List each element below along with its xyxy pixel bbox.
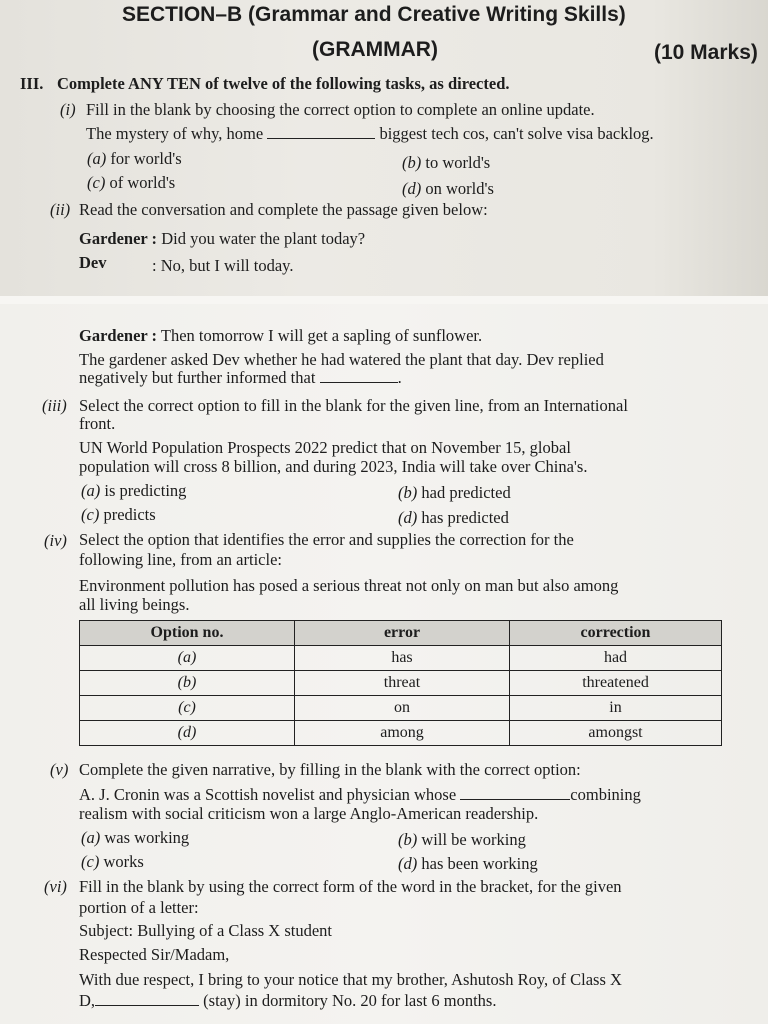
question-instruction: Complete ANY TEN of twelve of the following tasks, as directed.	[57, 74, 510, 93]
table-row	[80, 696, 722, 721]
task-i-option-b: (b) to world's	[402, 153, 491, 172]
task-v-option-a: (a) was working	[81, 828, 190, 847]
table-cell-error: threat	[295, 671, 510, 696]
section-title: SECTION–B (Grammar and Creative Writing Skills)	[122, 3, 626, 26]
task-vi-prompt-2: portion of a letter:	[79, 898, 199, 917]
table-cell-error: on	[295, 696, 510, 721]
task-i-line-end: biggest tech cos, can't solve visa backlog.	[379, 124, 654, 143]
task-iv-number: (iv)	[44, 531, 67, 550]
task-iii-prompt-1: Select the correct option to fill in the blank for the given line, from an International	[79, 396, 628, 415]
table-cell-option: (d)	[80, 721, 295, 746]
table-row	[80, 721, 722, 746]
column-header-correction: correction	[510, 621, 722, 646]
task-v-prompt: Complete the given narrative, by filling in the blank with the correct option:	[79, 760, 581, 779]
task-iii-text-1: UN World Population Prospects 2022 predict that on November 15, global	[79, 438, 571, 457]
task-v-text-1: A. J. Cronin was a Scottish novelist and physician whose combining	[79, 785, 641, 804]
letter-subject: Subject: Bullying of a Class X student	[79, 921, 332, 940]
dialogue-speaker-dev: Dev	[79, 253, 107, 272]
task-iv-text-1: Environment pollution has posed a serious threat not only on man but also among	[79, 576, 619, 595]
task-i-option-a: (a) for world's	[87, 149, 182, 168]
table-cell-error: has	[295, 646, 510, 671]
task-ii-prompt: Read the conversation and complete the passage given below:	[79, 200, 488, 219]
task-iv-prompt-2: following line, from an article:	[79, 550, 282, 569]
table-cell-option: (c)	[80, 696, 295, 721]
dialogue-line-3: Gardener : Then tomorrow I will get a sapling of sunflower.	[79, 326, 483, 345]
blank-line	[320, 370, 398, 383]
table-header-row	[80, 621, 722, 646]
task-ii-passage-2: negatively but further informed that .	[79, 368, 402, 387]
table-row	[80, 646, 722, 671]
table-cell-correction: threatened	[510, 671, 722, 696]
task-i-prompt: Fill in the blank by choosing the correct option to complete an online update.	[86, 100, 595, 119]
column-header-option: Option no.	[80, 621, 295, 646]
page-fold	[0, 296, 768, 304]
blank-line	[460, 787, 570, 800]
task-iii-option-a: (a) is predicting	[81, 481, 187, 500]
task-vi-number: (vi)	[44, 877, 67, 896]
task-iii-text-2: population will cross 8 billion, and during 2023, India will take over China's.	[79, 457, 588, 476]
table-cell-option: (a)	[80, 646, 295, 671]
task-v-number: (v)	[50, 760, 69, 779]
question-number: III.	[20, 74, 44, 93]
blank-line	[95, 993, 199, 1006]
subsection-title: (GRAMMAR)	[312, 38, 438, 61]
task-vi-prompt-1: Fill in the blank by using the correct form of the word in the bracket, for the given	[79, 877, 622, 896]
table-cell-error: among	[295, 721, 510, 746]
task-v-option-c: (c) works	[81, 852, 144, 871]
task-i-option-c: (c) of world's	[87, 173, 176, 192]
task-i-option-d: (d) on world's	[402, 179, 494, 198]
task-iii-prompt-2: front.	[79, 414, 116, 433]
blank-line	[267, 126, 375, 139]
task-iv-prompt-1: Select the option that identifies the error and supplies the correction for the	[79, 530, 574, 549]
dialogue-line-2: : No, but I will today.	[152, 256, 294, 275]
table-cell-option: (b)	[80, 671, 295, 696]
error-correction-table	[79, 620, 722, 746]
task-iii-option-b: (b) had predicted	[398, 483, 511, 502]
marks-label: (10 Marks)	[654, 41, 758, 64]
task-v-text-2: realism with social criticism won a large Anglo-American readership.	[79, 804, 539, 823]
table-cell-correction: had	[510, 646, 722, 671]
letter-body-2: D, (stay) in dormitory No. 20 for last 6 months.	[79, 991, 497, 1010]
table-row	[80, 671, 722, 696]
task-v-option-d: (d) has been working	[398, 854, 538, 873]
letter-salutation: Respected Sir/Madam,	[79, 945, 230, 964]
task-i-line	[86, 124, 654, 144]
task-ii-number: (ii)	[50, 200, 71, 219]
task-v-option-b: (b) will be working	[398, 830, 526, 849]
task-iii-option-c: (c) predicts	[81, 505, 156, 524]
table-cell-correction: amongst	[510, 721, 722, 746]
task-iii-option-d: (d) has predicted	[398, 508, 509, 527]
letter-body-1: With due respect, I bring to your notice that my brother, Ashutosh Roy, of Class X	[79, 970, 622, 989]
dialogue-line-1: Gardener : Did you water the plant today?	[79, 229, 366, 248]
table-cell-correction: in	[510, 696, 722, 721]
task-i-line-start: The mystery of why, home	[86, 124, 264, 143]
column-header-error: error	[295, 621, 510, 646]
task-iv-text-2: all living beings.	[79, 595, 190, 614]
task-iii-number: (iii)	[42, 396, 67, 415]
task-i-number: (i)	[60, 100, 76, 119]
task-ii-passage-1: The gardener asked Dev whether he had watered the plant that day. Dev replied	[79, 350, 604, 369]
